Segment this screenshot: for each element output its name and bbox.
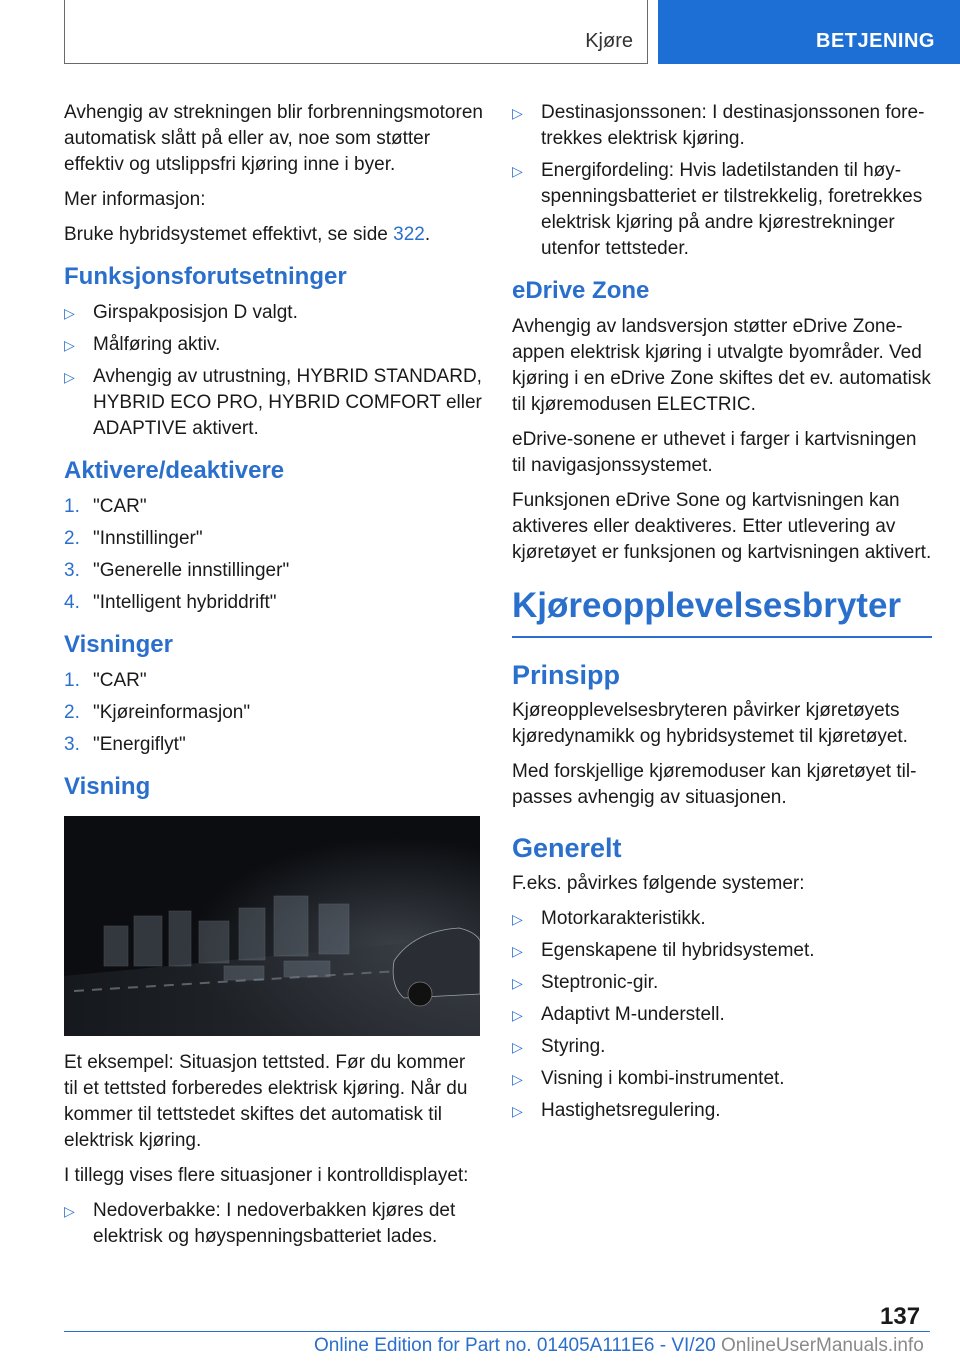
section-heading-visning: Visning xyxy=(64,773,151,800)
triangle-bullet-icon: ▷ xyxy=(64,369,75,385)
list-item-text: Målføring aktiv. xyxy=(93,334,221,355)
step-number: 3. xyxy=(64,734,80,755)
watermark-text: OnlineUserManuals.info xyxy=(721,1335,924,1356)
triangle-bullet-icon: ▷ xyxy=(512,1039,523,1055)
section-heading-edrive-zone: eDrive Zone xyxy=(512,277,650,304)
paragraph: Mer informasjon: xyxy=(64,189,206,210)
list-item xyxy=(64,558,484,584)
text: Bruke hybridsystemet effektivt, se side xyxy=(64,224,394,245)
list-item xyxy=(64,526,484,552)
paragraph: I tillegg vises flere situasjoner i kontrolldisplayet: xyxy=(64,1165,469,1186)
paragraph: Funksjonen eDrive Sone og kartvisningen kan aktiveres eller deaktiveres. Etter utlevering av kjøretøyet er funksjonen og kartvisningen aktivert. xyxy=(512,490,932,563)
menu-path-text: "CAR" xyxy=(93,496,147,517)
triangle-bullet-icon: ▷ xyxy=(64,337,75,353)
list-item-text: Energifordeling: Hvis ladetilstanden til høyspenningsbatteriet er tilstrekkelig, foretrekkes elektrisk kjøring på andre kjørestrekninger utenfor tettsteder. xyxy=(541,160,923,259)
list-item xyxy=(512,1066,932,1092)
step-number: 2. xyxy=(64,528,80,549)
list-item-text: Egenskapene til hybridsystemet. xyxy=(541,940,815,961)
triangle-bullet-icon: ▷ xyxy=(512,1071,523,1087)
menu-path-text: "Generelle innstillinger" xyxy=(93,560,290,581)
list-item-text: Steptronic-gir. xyxy=(541,972,659,993)
edition-label: Online Edition for Part no. 01405A111E6 - VI/20 xyxy=(314,1335,716,1356)
paragraph: Med forskjellige kjøremoduser kan kjøretøyet tilpasses avhengig av situasjonen. xyxy=(512,761,917,808)
triangle-bullet-icon: ▷ xyxy=(512,1103,523,1119)
figure-caption: Et eksempel: Situasjon tettsted. Før du kommer til et tettsted forberedes elektrisk kjøring. Når du kommer til tettstedet skiftes det automatisk til elektrisk kjøring. xyxy=(64,1052,468,1151)
triangle-bullet-icon: ▷ xyxy=(64,305,75,321)
list-item xyxy=(512,1002,932,1028)
triangle-bullet-icon: ▷ xyxy=(512,911,523,927)
list-item-text: Nedoverbakke: I nedoverbakken kjøres det elektrisk og høyspenningsbatteriet lades. xyxy=(93,1200,456,1247)
section-heading-generelt: Generelt xyxy=(512,833,622,863)
list-item xyxy=(64,668,484,694)
list-item xyxy=(512,938,932,964)
menu-path-text: "Innstillinger" xyxy=(93,528,203,549)
triangle-bullet-icon: ▷ xyxy=(512,105,523,121)
paragraph: Avhengig av strekningen blir forbrenningsmotoren automatisk slått på eller av, noe som støtter effektiv og utslippsfri kjøring inne i byer. xyxy=(64,102,483,175)
list-item xyxy=(64,332,484,358)
footer-edition-text xyxy=(314,1335,924,1357)
right-column xyxy=(512,100,932,1132)
step-number: 1. xyxy=(64,670,80,691)
list-item xyxy=(512,970,932,996)
paragraph: Avhengig av landsversjon støtter eDrive Zone-appen elektrisk kjøring i utvalgte byområder. Ved kjøring i en eDrive Zone skiftes det ev. automatisk til kjøremodusen ELECTRIC. xyxy=(512,316,931,415)
step-number: 1. xyxy=(64,496,80,517)
list-item-text: Motorkarakteristikk. xyxy=(541,908,706,929)
triangle-bullet-icon: ▷ xyxy=(512,943,523,959)
paragraph: F.eks. påvirkes følgende systemer: xyxy=(512,873,805,894)
section-heading-funksjonsforutsetninger: Funksjonsforutsetninger xyxy=(64,263,347,290)
menu-path-text: "Energiflyt" xyxy=(93,734,186,755)
paragraph-with-link xyxy=(64,222,484,248)
section-heading-prinsipp: Prinsipp xyxy=(512,660,621,690)
list-item-text: Hastighetsregulering. xyxy=(541,1100,721,1121)
city-road-scene-image xyxy=(64,816,480,1036)
header-section-title: Kjøre xyxy=(585,30,633,52)
list-item-text: Girspakposisjon D valgt. xyxy=(93,302,298,323)
list-item xyxy=(64,700,484,726)
triangle-bullet-icon: ▷ xyxy=(512,1007,523,1023)
list-item xyxy=(512,1098,932,1124)
list-item-text: Destinasjonssonen: I destinasjonssonen foretrekkes elektrisk kjøring. xyxy=(541,102,925,149)
step-number: 2. xyxy=(64,702,80,723)
list-item xyxy=(512,158,932,262)
list-item xyxy=(64,494,484,520)
text: . xyxy=(424,224,431,245)
bullet-list xyxy=(64,1198,484,1250)
paragraph: eDrive-sonene er uthevet i farger i kartvisningen til navigasjonssystemet. xyxy=(512,429,917,476)
bullet-list xyxy=(512,100,932,262)
section-heading-aktivere: Aktivere/deaktivere xyxy=(64,457,285,484)
list-item-text: Adaptivt M-understell. xyxy=(541,1004,725,1025)
list-item xyxy=(512,100,932,152)
list-item xyxy=(64,300,484,326)
bullet-list xyxy=(64,300,484,442)
header-chapter-tab: BETJENING xyxy=(658,0,960,64)
hybrid-display-illustration xyxy=(64,816,480,1036)
chapter-heading-kjoreopplevelsesbryter: Kjøreopplevelsesbryter xyxy=(512,584,932,638)
page-number: 137 xyxy=(880,1303,921,1330)
menu-path-text: "Intelligent hybriddrift" xyxy=(93,592,277,613)
list-item-text: Avhengig av utrustning, HYBRID STANDARD, HYBRID ECO PRO, HYBRID COMFORT eller ADAPTIVE aktivert. xyxy=(93,366,482,439)
menu-path-text: "CAR" xyxy=(93,670,147,691)
header-frame xyxy=(64,0,648,64)
footer-divider xyxy=(64,1331,930,1332)
triangle-bullet-icon: ▷ xyxy=(512,975,523,991)
step-number: 3. xyxy=(64,560,80,581)
list-item xyxy=(64,364,484,442)
triangle-bullet-icon: ▷ xyxy=(64,1203,75,1219)
list-item xyxy=(512,1034,932,1060)
numbered-list xyxy=(64,668,484,758)
step-number: 4. xyxy=(64,592,80,613)
numbered-list xyxy=(64,494,484,616)
section-heading-visninger: Visninger xyxy=(64,631,173,658)
menu-path-text: "Kjøreinformasjon" xyxy=(93,702,251,723)
paragraph: Kjøreopplevelsesbryteren påvirker kjøretøyets kjøredynamikk og hybridsystemet til kjøretøyet. xyxy=(512,700,908,747)
list-item xyxy=(64,732,484,758)
list-item xyxy=(64,1198,484,1250)
list-item xyxy=(512,906,932,932)
page-reference-link[interactable]: 322 xyxy=(393,224,425,245)
left-column xyxy=(64,100,484,1258)
list-item-text: Styring. xyxy=(541,1036,606,1057)
list-item-text: Visning i kombi-instrumentet. xyxy=(541,1068,785,1089)
triangle-bullet-icon: ▷ xyxy=(512,163,523,179)
bullet-list xyxy=(512,906,932,1124)
list-item xyxy=(64,590,484,616)
